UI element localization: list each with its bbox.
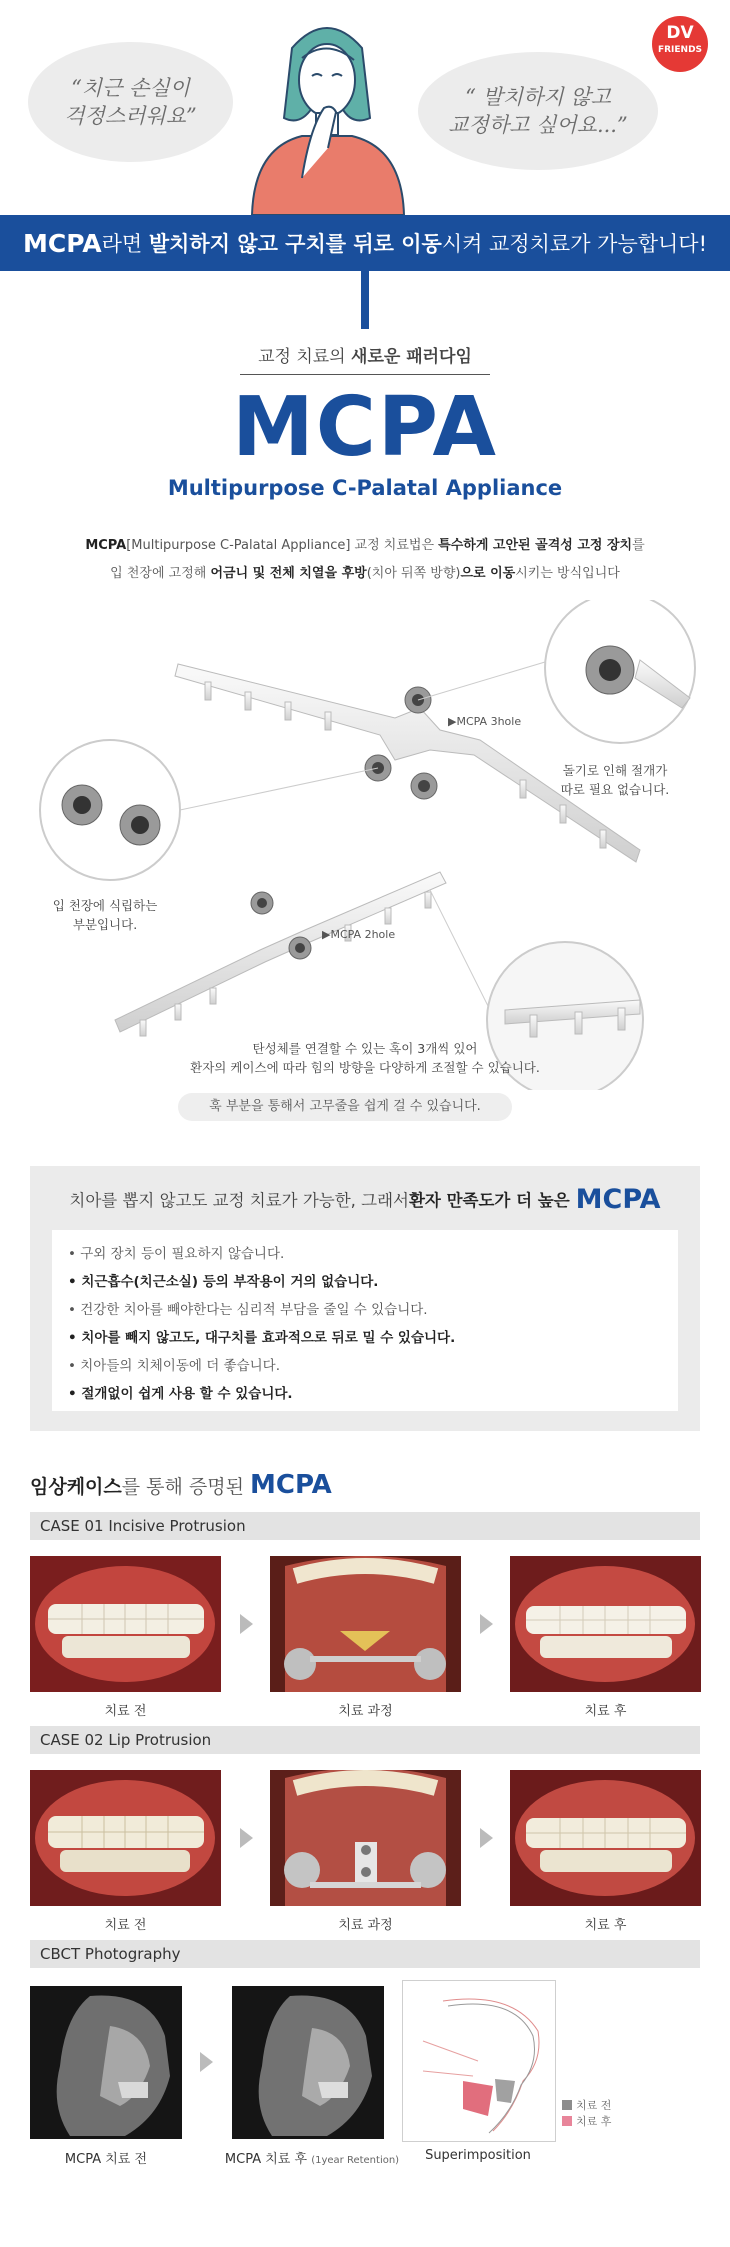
paradigm-b: 새로운 패러다임 xyxy=(351,347,472,367)
clinical-title-a: 임상케이스 xyxy=(30,1476,122,1498)
benefit-text: 절개없이 쉽게 사용 할 수 있습니다. xyxy=(81,1386,293,1402)
banner-part3: 발치하지 않고 구치를 뒤로 이동 xyxy=(148,232,442,256)
benefit-item: • 치아를 빼지 않고도, 대구치를 효과적으로 뒤로 밀 수 있습니다. xyxy=(68,1330,456,1346)
cbct-label-superimposition: Superimposition xyxy=(425,2148,531,2163)
appliance-diagram xyxy=(0,600,730,1090)
speech-bubble-left xyxy=(28,42,233,162)
dv-friends-logo xyxy=(652,16,708,72)
arrow-icon xyxy=(480,1614,493,1634)
desc1-b: [Multipurpose C-Palatal Appliance] 교정 치료법은 xyxy=(126,538,439,553)
caption-left-line2: 부분입니다. xyxy=(72,916,138,932)
desc2-c: (치아 뒤쪽 방향) xyxy=(366,566,461,581)
benefit-text: 구외 장치 등이 필요하지 않습니다. xyxy=(80,1246,285,1262)
paradigm-heading xyxy=(0,342,730,367)
caption-left-line1: 입 천장에 식립하는 xyxy=(52,898,158,913)
clinical-title xyxy=(30,1470,332,1500)
hook-note-pill: 훅 부분을 통해서 고무줄을 쉽게 걸 수 있습니다. xyxy=(178,1093,512,1121)
bubble-right-line2: 교정하고 싶어요...” xyxy=(448,113,628,137)
desc2-d: 으로 이동 xyxy=(460,566,516,581)
legend-label-after: 치료 후 xyxy=(576,2115,612,2128)
legend-label-before: 치료 전 xyxy=(576,2099,612,2112)
case1-progress-photo xyxy=(270,1556,461,1692)
cbct-before-image xyxy=(30,1986,182,2139)
caption-right-line1: 돌기로 인해 절개가 xyxy=(562,763,668,778)
caption-bottom-line1: 탄성체를 연결할 수 있는 혹이 3개씩 있어 xyxy=(252,1041,478,1056)
case1-before-photo xyxy=(30,1556,221,1692)
case2-label-before: 치료 전 xyxy=(104,1918,147,1933)
benefit-text: 치아들의 치체이동에 더 좋습니다. xyxy=(80,1358,281,1374)
arrow-icon xyxy=(480,1828,493,1848)
clinical-title-mcpa: MCPA xyxy=(250,1470,332,1500)
cbct-label-retention: (1year Retention) xyxy=(311,2155,400,2166)
cbct-after-image xyxy=(232,1986,384,2139)
benefit-item: • 구외 장치 등이 필요하지 않습니다. xyxy=(68,1246,285,1262)
caption-right-line2: 따로 필요 없습니다. xyxy=(560,781,670,797)
case2-before-photo xyxy=(30,1770,221,1906)
superimposition-image xyxy=(402,1980,556,2142)
legend-swatch-before xyxy=(562,2100,572,2110)
connector-line xyxy=(361,271,369,329)
caption-right xyxy=(540,762,690,800)
benefits-head-a: 치아를 뽑지 않고도 교정 치료가 가능한, 그래서 xyxy=(69,1191,409,1210)
case1-after-photo xyxy=(510,1556,701,1692)
cbct-label-after xyxy=(212,2148,412,2167)
desc2-e: 시키는 방식입니다 xyxy=(515,566,620,581)
mcpa-subtitle: Multipurpose C-Palatal Appliance xyxy=(167,476,563,500)
benefit-text: 치아를 빼지 않고도, 대구치를 효과적으로 뒤로 밀 수 있습니다. xyxy=(81,1330,456,1346)
case2-label-progress: 치료 과정 xyxy=(338,1918,393,1933)
desc2-b: 어금니 및 전체 치열을 후방 xyxy=(210,566,367,581)
zoom-circle-left xyxy=(40,740,180,880)
desc1-d: 를 xyxy=(632,538,645,553)
case2-label-after: 치료 후 xyxy=(584,1918,627,1933)
benefits-head-mcpa: MCPA xyxy=(575,1183,661,1215)
caption-bottom-line2: 환자의 케이스에 따라 힘의 방향을 다양하게 조절할 수 있습니다. xyxy=(190,1059,540,1075)
cbct-label-before: MCPA 치료 전 xyxy=(64,2152,148,2167)
paradigm-underline xyxy=(240,374,490,375)
arrow-icon xyxy=(240,1614,253,1634)
speech-bubble-right xyxy=(418,52,658,170)
benefits-list xyxy=(52,1230,678,1411)
benefits-head-b: 환자 만족도가 더 높은 xyxy=(408,1191,570,1210)
hero-section xyxy=(0,0,730,215)
case1-label-before: 치료 전 xyxy=(104,1704,147,1719)
benefit-text: 건강한 치아를 빼야한다는 심리적 부담을 줄일 수 있습니다. xyxy=(80,1302,428,1318)
banner-part4: 시켜 교정치료가 가능합니다! xyxy=(441,232,708,256)
label-3hole: ▶MCPA 3hole xyxy=(448,715,522,728)
banner-part1: MCPA xyxy=(22,228,102,258)
legend-swatch-after xyxy=(562,2116,572,2126)
cbct-bar: CBCT Photography xyxy=(30,1940,700,1968)
cbct-label-after-text: MCPA 치료 후 xyxy=(224,2152,308,2167)
benefit-item: • 치근흡수(치근소실) 등의 부작용이 거의 없습니다. xyxy=(68,1274,379,1290)
arrow-icon xyxy=(200,2052,213,2072)
desc1-c: 특수하게 고안된 골격성 고정 장치 xyxy=(438,538,633,553)
mcpa-title: MCPA xyxy=(232,380,498,475)
bubble-right-line1: “ 발치하지 않고 xyxy=(465,84,611,109)
desc2-a: 입 천장에 고정해 xyxy=(110,566,211,581)
benefit-item: • 건강한 치아를 빼야한다는 심리적 부담을 줄일 수 있습니다. xyxy=(68,1302,428,1318)
banner-part2: 라면 xyxy=(101,232,149,256)
case1-label-after: 치료 후 xyxy=(584,1704,627,1719)
case2-bar: CASE 02 Lip Protrusion xyxy=(30,1726,700,1754)
description-line1 xyxy=(0,534,730,553)
description-line2 xyxy=(0,562,730,581)
benefit-text: 치근흡수(치근소실) 등의 부작용이 거의 없습니다. xyxy=(81,1274,379,1290)
clinical-title-b: 를 통해 증명된 xyxy=(121,1476,251,1498)
paradigm-a: 교정 치료의 xyxy=(258,347,352,367)
headline-banner xyxy=(0,215,730,271)
arrow-icon xyxy=(240,1828,253,1848)
caption-bottom xyxy=(100,1040,630,1078)
benefits-heading xyxy=(30,1166,700,1232)
case1-bar: CASE 01 Incisive Protrusion xyxy=(30,1512,700,1540)
benefit-item: • 절개없이 쉽게 사용 할 수 있습니다. xyxy=(68,1386,293,1402)
caption-left xyxy=(40,897,170,935)
case1-label-progress: 치료 과정 xyxy=(338,1704,393,1719)
case2-after-photo xyxy=(510,1770,701,1906)
case2-progress-photo xyxy=(270,1770,461,1906)
bubble-left-line1: “치근 손실이 xyxy=(71,75,190,100)
logo-text-bottom: FRIENDS xyxy=(657,45,703,55)
bubble-left-line2: 걱정스러워요” xyxy=(64,104,197,128)
desc1-a: MCPA xyxy=(85,538,127,553)
label-2hole: ▶MCPA 2hole xyxy=(322,928,396,941)
logo-text-top: DV xyxy=(666,23,694,43)
worried-woman-illustration xyxy=(232,8,422,215)
benefit-item: • 치아들의 치체이동에 더 좋습니다. xyxy=(68,1358,281,1374)
